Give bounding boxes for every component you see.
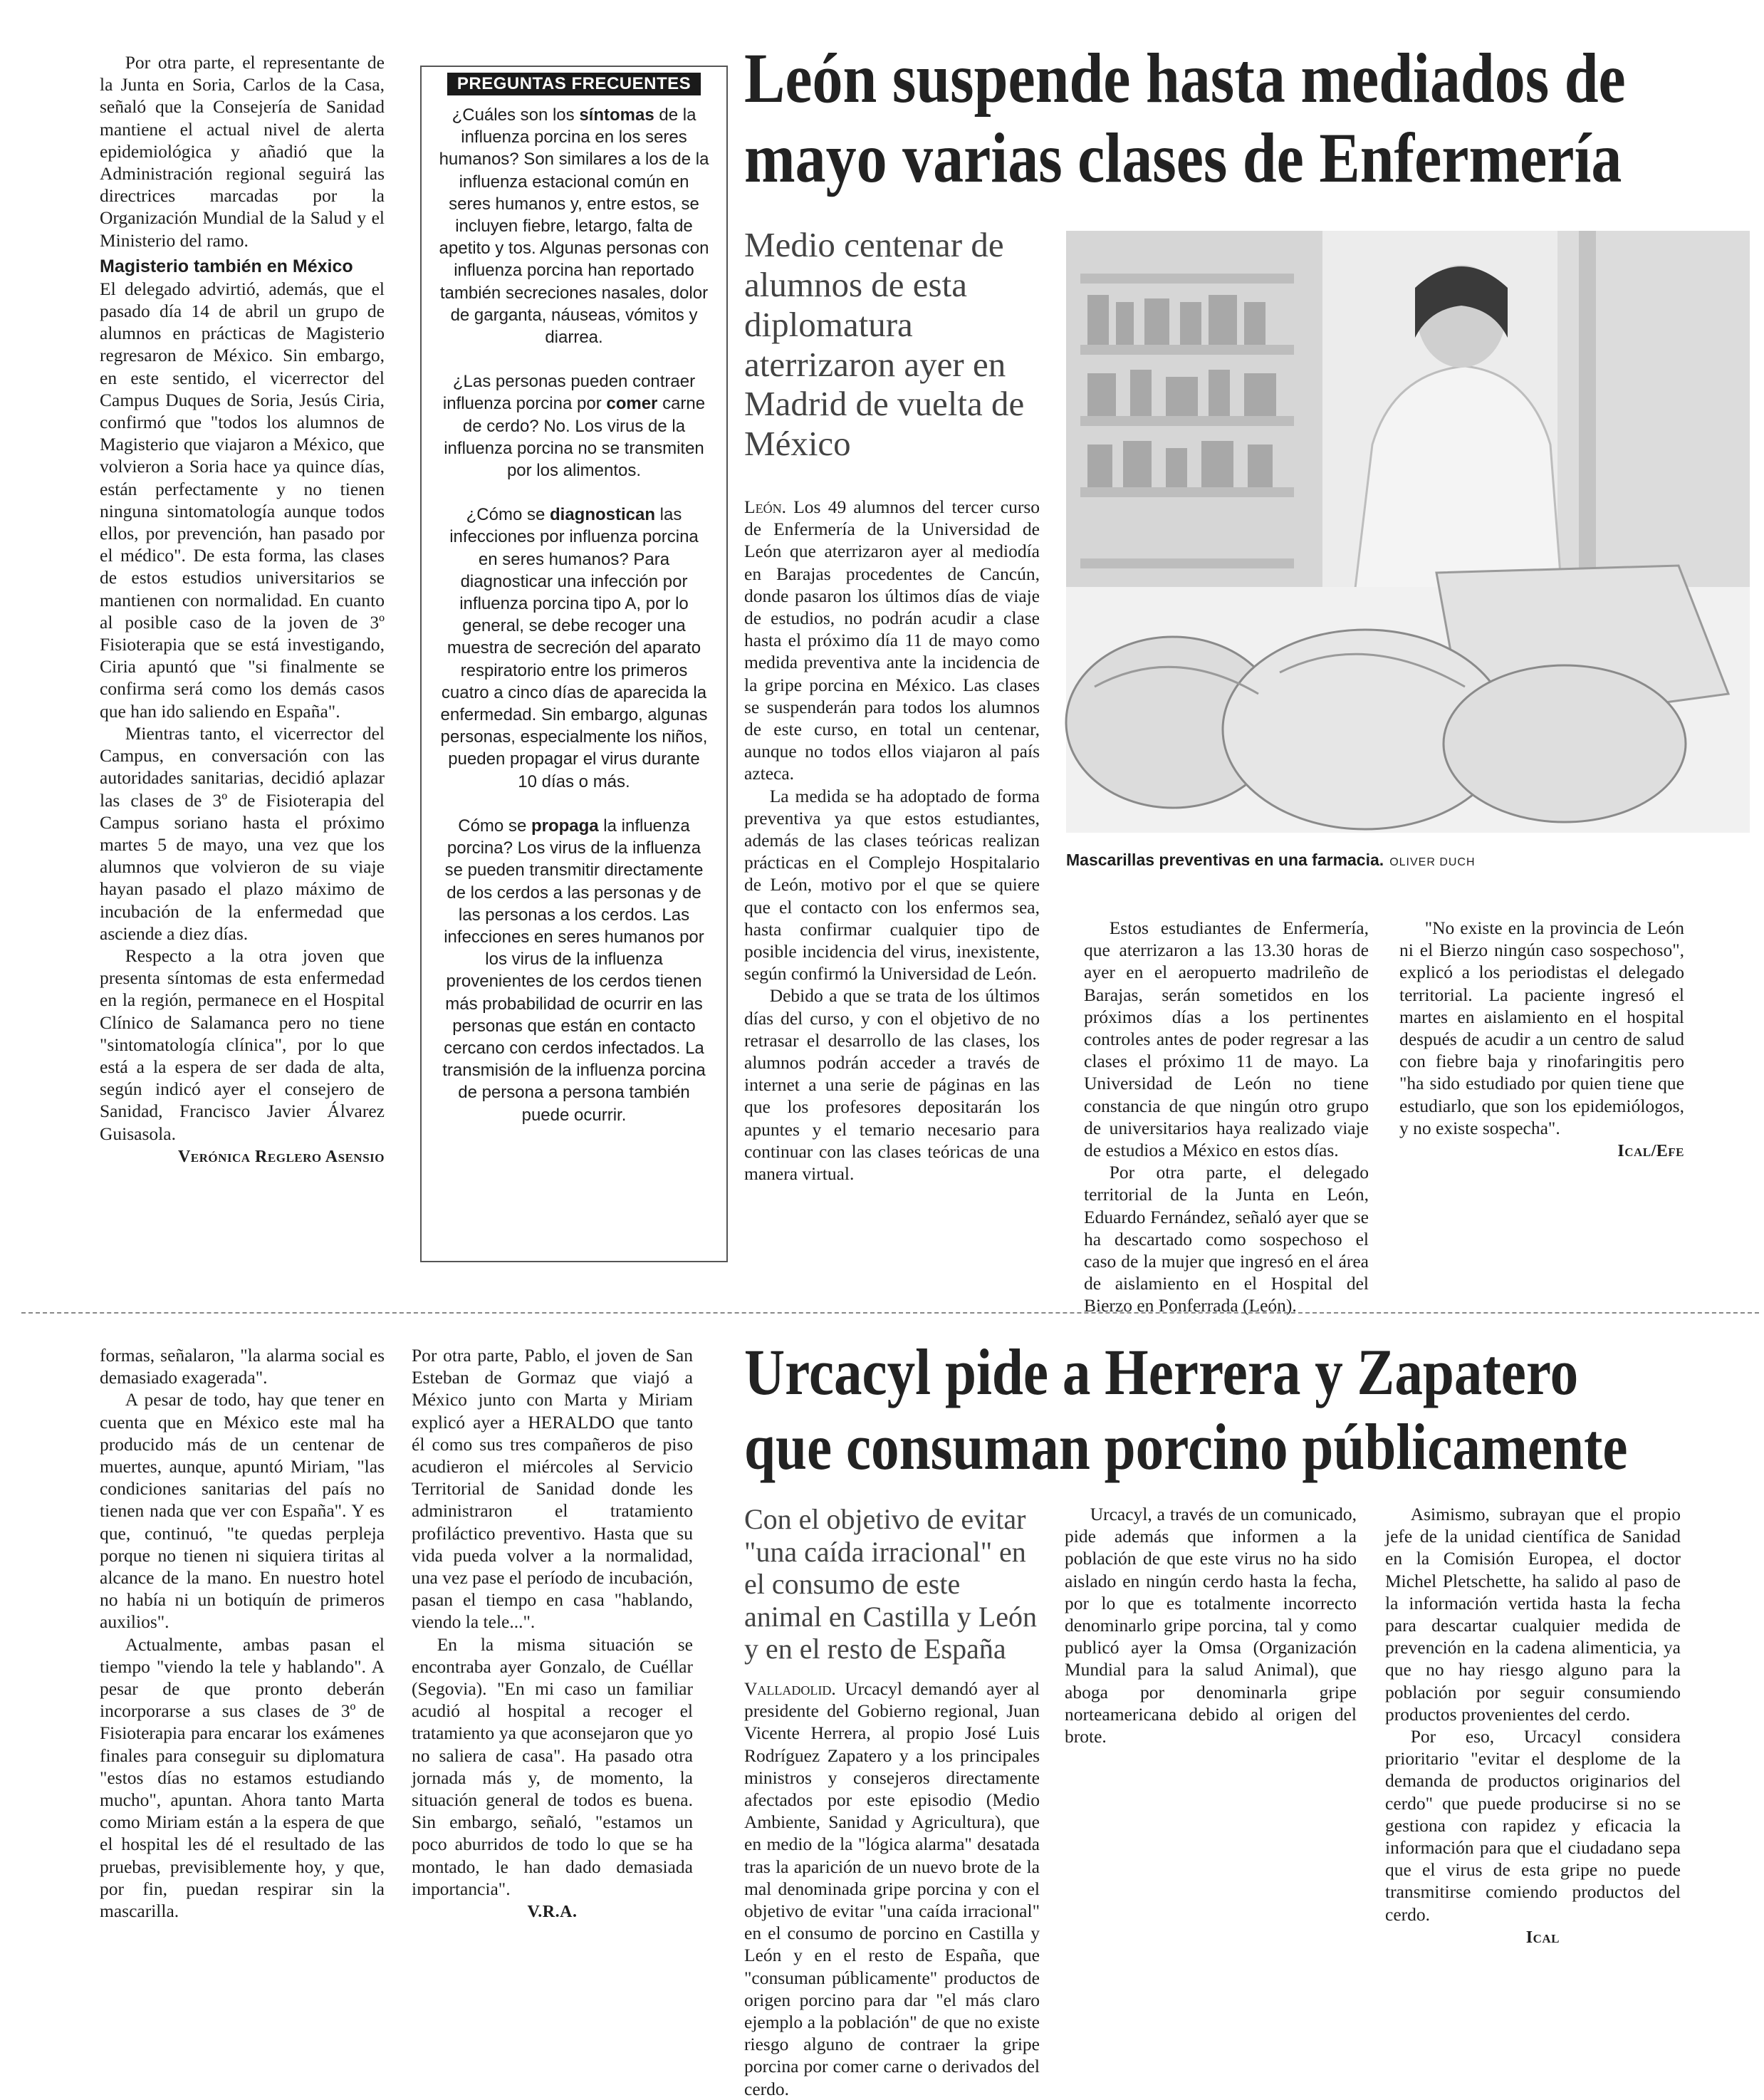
leon-column-1: [744, 496, 1040, 1286]
photo-caption: [1066, 851, 1476, 870]
leon-headline-line-1: León suspende hasta mediados de: [744, 38, 1626, 118]
top-left-column: [100, 51, 385, 1291]
faq-content: [439, 104, 709, 1148]
urcacyl-paragraph-2: Urcacyl, a través de un comunicado, pide además que informen a la población de que este virus no ha sido aislado en ningún cerdo hasta la fecha, por lo que es totalmente incorrecto denominarlo gripe porcina, tal y como publicó ayer la Omsa (Organización Mundial para la salud Animal), que aboga por denominarla gripe norteamericana debido al origen del brote.: [1065, 1504, 1357, 1747]
bottom-left-paragraph-5: En la misma situación se encontraba ayer Gonzalo, de Cuéllar (Segovia). "En mi caso un familiar acudió al hospital a recoger el tratamiento ya que aconsejaron que yo no saliera de casa". Ha pasado otra jornada más y, de momento, la situación general de todos es buena. Sin embargo, señaló, "estamos un poco aburridos de todo lo que se ha montado, le han dado demasiada importancia".: [412, 1633, 693, 1899]
faq-item-spread: Cómo se propaga la influenza porcina? Los virus de la influenza se pueden transmitir directamente de los cerdos a las personas y de las personas a los cerdos. Las infecciones en seres humanos por los virus de la influenza provenientes de los cerdos tienen más probabilidad de ocurrir en las personas que están en contacto cercano con cerdos infectados. La transmisión de la influenza porcina de persona a persona también puede ocurrir.: [442, 816, 706, 1125]
pharmacy-photo: [1066, 231, 1750, 833]
urcacyl-deck: Con el objetivo de evitar "una caída irracional" en el consumo de este animal en Castilla y León y en el resto de España: [744, 1503, 1037, 1665]
subhead-magisterio: Magisterio también en México: [100, 256, 353, 276]
leon-paragraph-2: La medida se ha adoptado de forma preventiva ya que estos estudiantes, además de las clases teóricas realizan prácticas en el Complejo Hospitalario de León, motivo por el que se quiere que el contacto con los enfermos sea, hasta confirmar cualquier tipo de posible incidencia del virus, inexistente, según confirmó la Universidad de León.: [744, 785, 1040, 984]
leon-headline-line-2: mayo varias clases de Enfermería: [744, 118, 1622, 197]
bottom-left-column-1: [100, 1344, 385, 2057]
urcacyl-paragraph-3: Asimismo, subrayan que el propio jefe de la unidad científica de Sanidad en la Comisión Europea, el doctor Michel Pletschette, ha salido al paso de la información vertida hasta la fecha para descartar cualquier medida de prevención en la cadena alimenticia, ya que no hay riesgo alguno para la población por seguir consumiendo productos provenientes del cerdo.: [1385, 1504, 1681, 1725]
bottom-left-paragraph-1: formas, señalaron, "la alarma social es demasiado exagerada".: [100, 1345, 385, 1388]
top-left-paragraph-3: Mientras tanto, el vicerrector del Campus, en conversación con las autoridades sanitarias, decidió aplazar las clases de 3º de Fisioterapia del Campus soriano hasta el próximo martes 5 de mayo, una vez que los alumnos que volvieron de su viaje hayan pasado el plazo máximo de incubación de la enfermedad que asciende a diez días.: [100, 722, 385, 944]
top-left-signature: Verónica Reglero Asensio: [177, 1147, 385, 1166]
leon-column-2: [1084, 917, 1369, 1316]
leon-paragraph-5: Por otra parte, el delegado territorial de la Junta en León, Eduardo Fernández, señaló ayer que se ha descartado como sospechoso el caso de la mujer que ingresó en el área de aislamiento en el Hospital del Bierzo en Ponferrada (León).: [1084, 1162, 1369, 1316]
leon-paragraph-1: León. Los 49 alumnos del tercer curso de Enfermería de la Universidad de León que aterrizaron ayer al mediodía en Barajas procedentes de Cancún, donde pasaron los últimos días de viaje de estudios, no podrán acudir a clase hasta el próximo día 11 de mayo como medida preventiva ante la incidencia de la gripe porcina en México. Las clases se suspenderán para todos los alumnos de este curso, en total un centenar, aunque no todos ellos viajaron al país azteca.: [744, 497, 1040, 784]
bottom-left-column-2: [412, 1344, 693, 2057]
bottom-left-paragraph-3: Actualmente, ambas pasan el tiempo "viendo la tele y hablando". A pesar de que pronto deberán incorporarse a sus clases de 3º de Fisioterapia para encarar los exámenes finales para conseguir su diplomatura "estos días no estamos estudiando mucho", apuntan. Ahora tanto Marta como Miriam están a la espera de que el hospital les dé el resultado de las pruebas, previsiblemente hoy, y que, por fin, puedan respirar sin la mascarilla.: [100, 1633, 385, 1922]
urcacyl-paragraph-1: Valladolid. Urcacyl demandó ayer al presidente del Gobierno regional, Juan Vicente Herrera, al propio José Luis Rodríguez Zapatero y a los principales ministros y consejeros directamente afectados por este episodio (Medio Ambiente, Sanidad y Agricultura), que en medio de la "lógica alarma" desatada tras la aparición de un nuevo brote de la mal denominada gripe porcina y con el objetivo de evitar "una caída irracional" en el consumo de porcino en Castilla y León y en el resto de España, que "consuman públicamente" productos de origen porcino para dar "el más claro ejemplo a la población" de que no existe riesgo alguno de contraer la gripe porcina por comer carne o derivados del cerdo.: [744, 1678, 1040, 2099]
section-divider: [21, 1312, 1759, 1314]
leon-column-3: [1399, 917, 1684, 1301]
urcacyl-headline-line-1: Urcacyl pide a Herrera y Zapatero: [744, 1336, 1579, 1408]
leon-paragraph-4: Estos estudiantes de Enfermería, que aterrizaron a las 13.30 horas de ayer en el aeropuerto madrileño de Barajas, serán sometidos en los próximos días a los pertinentes controles antes de poder regresar a las clases el próximo 11 de mayo. La Universidad de León no tiene constancia de que ningún otro grupo de universitarios haya realizado viaje de estudios a México en estos días.: [1084, 918, 1369, 1161]
bottom-left-paragraph-2: A pesar de todo, hay que tener en cuenta que en México este mal ha producido más de un centenar de muertes, aunque, apuntó Miriam, "las condiciones sanitarias del país no tienen nada que ver con España". Y es que, continuó, "te quedas perpleja porque no tienen ni siquiera tiritas al alcance de la mano. En nuestro hotel no había ni un botiquín de primeros auxilios".: [100, 1389, 385, 1633]
urcacyl-column-1: [744, 1678, 1040, 2099]
bottom-left-paragraph-4: Por otra parte, Pablo, el joven de San Esteban de Gormaz que viajó a México junto con Marta y Miriam explicó ayer a HERALDO que tanto él como sus tres compañeros de piso acudieron el miércoles al Servicio Territorial de Sanidad donde les administraron el tratamiento profiláctico preventivo. Hasta que su vida pueda volver a la normalidad, una vez pase el período de incubación, pasan el tiempo en casa "hablando, viendo la tele...".: [412, 1345, 693, 1633]
faq-item-eating: ¿Las personas pueden contraer influenza porcina por comer carne de cerdo? No. Los virus de la influenza porcina no se transmiten por los alimentos.: [442, 372, 706, 481]
top-left-paragraph-1: Por otra parte, el representante de la Junta en Soria, Carlos de la Casa, señaló que la Consejería de Sanidad mantiene el actual nivel de alerta epidemiológica y añadió que la Administración regional seguirá las directrices marcadas por la Organización Mundial de la Salud y el Ministerio del ramo.: [100, 52, 385, 251]
faq-item-symptoms: ¿Cuáles son los síntomas de la influenza porcina en los seres humanos? Son similares a los de la influenza estacional común en seres humanos y, entre estos, se incluyen fiebre, letargo, falta de apetito y tos. Algunas personas con influenza porcina han reportado también secreciones nasales, dolor de garganta, náuseas, vómitos y diarrea.: [439, 105, 709, 348]
photo-credit: OLIVER DUCH: [1389, 856, 1476, 868]
urcacyl-column-3: [1385, 1503, 1681, 2055]
photo-caption-text: Mascarillas preventivas en una farmacia.: [1066, 851, 1384, 869]
leon-signature: Ical/Efe: [1617, 1142, 1684, 1161]
urcacyl-headline-line-2: que consuman porcino públicamente: [744, 1410, 1628, 1483]
leon-paragraph-6: "No existe en la provincia de León ni el Bierzo ningún caso sospechoso", explicó a los periodistas el delegado territorial. La paciente ingresó el martes en aislamiento en el hospital después de acudir a un centro de salud con fiebre baja y rinofaringitis pero "ha sido estudiado por quien tiene que estudiarlo, que son los epidemiólogos, y no existe sospecha".: [1399, 918, 1684, 1138]
leon-deck: Medio centenar de alumnos de esta diplomatura aterrizaron ayer en Madrid de vuelta de México: [744, 225, 1025, 464]
top-left-paragraph-2: El delegado advirtió, además, que el pasado día 14 de abril un grupo de alumnos en prácticas de Magisterio regresaron de México. Sin embargo, en este sentido, el vicerrector del Campus Duques de Soria, Jesús Ciria, confirmó que "todos los alumnos de Magisterio que viajaron a México, que volvieron a Soria hace ya quince días, están perfectamente y no tienen ninguna sintomatología aunque todos ellos, por prevención, han pasado por el médico". De esta forma, las clases de estos estudios universitarios se mantienen con normalidad. En cuanto al posible caso de la joven de 3º Fisioterapia que se está investigando, Ciria apuntó que "si finalmente se confirma será como los demás casos que han ido saliendo en España".: [100, 278, 385, 722]
urcacyl-column-2: [1065, 1503, 1357, 2052]
top-left-paragraph-4: Respecto a la otra joven que presenta síntomas de esta enfermedad en la región, permanece en el Hospital Clínico de Salamanca pero no tiene "sintomatología clínica", por lo que está a la espera de ser dada de alta, según indicó ayer el consejero de Sanidad, Francisco Javier Álvarez Guisasola.: [100, 945, 385, 1144]
bottom-left-signature: V.R.A.: [527, 1903, 578, 1922]
leon-paragraph-3: Debido a que se trata de los últimos días del curso, y con el objetivo de no retrasar el desarrollo de las clases, los alumnos podrán acceder a través de internet a una serie de páginas en las que los profesores depositarán los apuntes y el temario necesario para continuar con las clases teóricas de una manera virtual.: [744, 985, 1040, 1185]
urcacyl-signature: Ical: [1525, 1928, 1560, 1947]
pharmacy-photo-illustration: [1066, 231, 1750, 833]
faq-title: PREGUNTAS FRECUENTES: [447, 73, 701, 95]
faq-item-diagnosis: ¿Cómo se diagnostican las infecciones por influenza porcina en seres humanos? Para diagnosticar una infección por influenza porcina tipo A, por lo general, se debe recoger una muestra de secreción del aparato respiratorio entre los primeros cuatro a cinco días de aparecida la enfermedad. Sin embargo, algunas personas, especialmente los niños, pueden propagar el virus durante 10 días o más.: [440, 505, 708, 791]
urcacyl-paragraph-4: Por eso, Urcacyl considera prioritario "evitar el desplome de la demanda de productos originarios del cerdo" que puede producirse si no se gestiona con rapidez y eficacia la información para que el ciudadano sepa que el virus de esta gripe no puede transmitirse comiendo productos del cerdo.: [1385, 1726, 1681, 1925]
